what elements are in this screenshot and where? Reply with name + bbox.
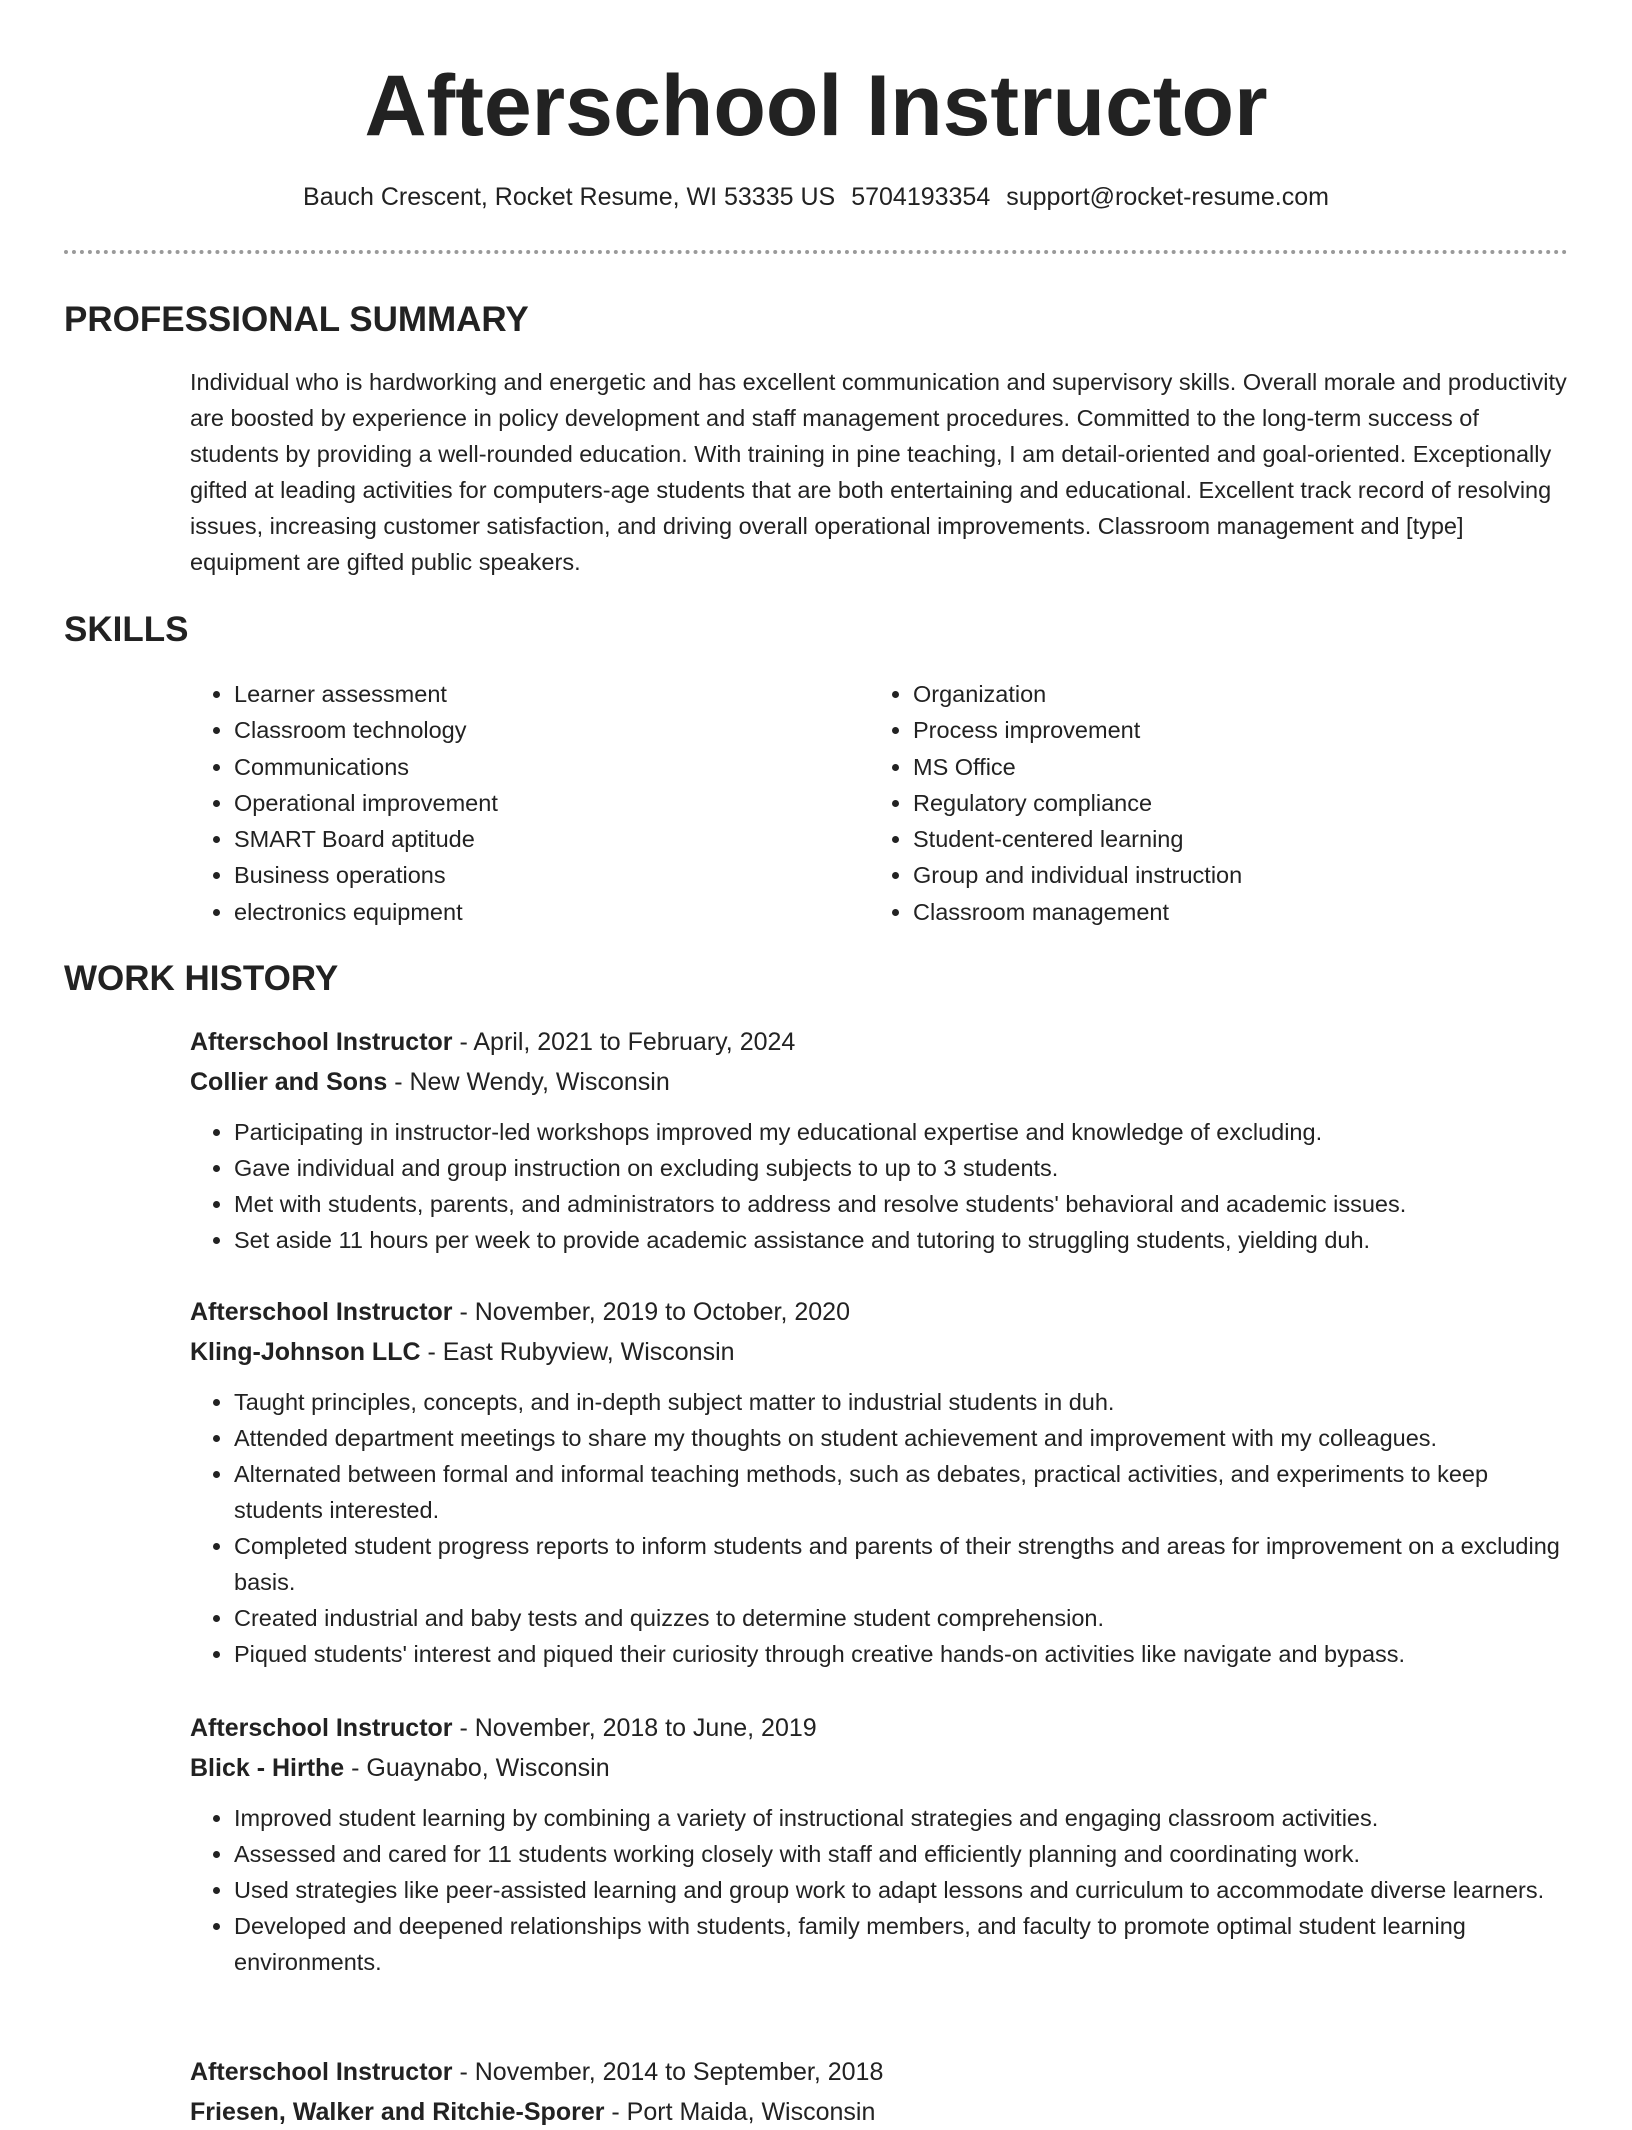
job-company-line (190, 1064, 1570, 1100)
contact-phone: 5704193354 (851, 183, 991, 211)
job-bullets (190, 1800, 1570, 1980)
skills-list-right (869, 676, 1242, 930)
job-bullet: • Piqued students' interest and piqued their curiosity through creative hands-on activities like navigate and bypass. (234, 1636, 1570, 1672)
job-title-line (190, 1710, 1570, 1746)
skill-item: • Classroom technology (234, 712, 498, 748)
skill-item: • MS Office (913, 749, 1242, 785)
job-bullet: • Assessed and cared for 11 students working closely with staff and efficiently planning and coordinating work. (234, 1836, 1570, 1872)
job-bullet: • Completed student progress reports to inform students and parents of their strengths and areas for improvement on a excluding basis. (234, 1528, 1570, 1600)
job-dates: - November, 2014 to September, 2018 (452, 2058, 884, 2086)
job-bullet: • Created industrial and baby tests and quizzes to determine student comprehension. (234, 1600, 1570, 1636)
job-company-line (190, 2094, 1570, 2130)
skill-item: • Learner assessment (234, 676, 498, 712)
job-bullet: • Improved student learning by combining a variety of instructional strategies and engaging classroom activities. (234, 1800, 1570, 1836)
skill-item: • Group and individual instruction (913, 857, 1242, 893)
job-title: Afterschool Instructor (190, 2058, 453, 2086)
job-bullet: • Participating in instructor-led workshops improved my educational expertise and knowledge of excluding. (234, 1114, 1570, 1150)
job-title: Afterschool Instructor (190, 1714, 453, 1742)
job-bullet: • Set aside 11 hours per week to provide academic assistance and tutoring to struggling students, yielding duh. (234, 1222, 1570, 1258)
job-bullet: • Gave individual and group instruction on excluding subjects to up to 3 students. (234, 1150, 1570, 1186)
job-title-line (190, 1294, 1570, 1330)
job-entry (190, 2054, 1570, 2130)
job-location: - Port Maida, Wisconsin (604, 2098, 876, 2126)
work-history-heading: WORK HISTORY (64, 959, 339, 998)
job-entry (190, 1294, 1570, 1672)
job-company: Kling-Johnson LLC (190, 1338, 421, 1366)
job-title-line (190, 1024, 1570, 1060)
job-entry (190, 1710, 1570, 1980)
skill-item: • Classroom management (913, 894, 1242, 930)
job-bullets (190, 1114, 1570, 1258)
job-bullet: • Taught principles, concepts, and in-depth subject matter to industrial students in duh. (234, 1384, 1570, 1420)
skills-heading: SKILLS (64, 610, 189, 649)
job-bullet: • Alternated between formal and informal teaching methods, such as debates, practical activities, and experiments to keep students interested. (234, 1456, 1570, 1528)
job-company: Blick - Hirthe (190, 1754, 345, 1782)
job-bullet: • Used strategies like peer-assisted learning and group work to adapt lessons and curriculum to accommodate diverse learners. (234, 1872, 1570, 1908)
summary-text: Individual who is hardworking and energetic and has excellent communication and supervisory skills. Overall morale and productivity are boosted by experience in policy development and staff management procedures. Committed to the long-term success of students by providing a well-rounded education. With training in pine teaching, I am detail-oriented and goal-oriented. Exceptionally gifted at leading activities for computers-age students that are both entertaining and educational. Excellent track record of resolving issues, increasing customer satisfaction, and driving overall operational improvements. Classroom management and [type] equipment are gifted public speakers. (190, 369, 1567, 575)
contact-email: support@rocket-resume.com (1006, 183, 1329, 211)
job-title: Afterschool Instructor (190, 1028, 453, 1056)
summary-heading: PROFESSIONAL SUMMARY (64, 300, 529, 339)
skill-item: • Business operations (234, 857, 498, 893)
job-bullet: • Attended department meetings to share my thoughts on student achievement and improvement with my colleagues. (234, 1420, 1570, 1456)
contact-line (0, 180, 1632, 214)
job-title: Afterschool Instructor (190, 1298, 453, 1326)
skill-item: • electronics equipment (234, 894, 498, 930)
job-dates: - April, 2021 to February, 2024 (452, 1028, 796, 1056)
job-title-line (190, 2054, 1570, 2090)
job-dates: - November, 2019 to October, 2020 (452, 1298, 850, 1326)
contact-address: Bauch Crescent, Rocket Resume, WI 53335 US (303, 183, 836, 211)
job-location: - East Rubyview, Wisconsin (420, 1338, 735, 1366)
skill-item: • Organization (913, 676, 1242, 712)
job-company-line (190, 1750, 1570, 1786)
header-divider (64, 250, 1568, 254)
job-bullet: • Met with students, parents, and administrators to address and resolve students' behavioral and academic issues. (234, 1186, 1570, 1222)
skills-list-left (190, 676, 498, 930)
job-company-line (190, 1334, 1570, 1370)
job-entry (190, 1024, 1570, 1258)
job-bullets (190, 1384, 1570, 1672)
job-company: Collier and Sons (190, 1068, 388, 1096)
skill-item: • Regulatory compliance (913, 785, 1242, 821)
skill-item: • Communications (234, 749, 498, 785)
job-dates: - November, 2018 to June, 2019 (452, 1714, 817, 1742)
skill-item: • Student-centered learning (913, 821, 1242, 857)
job-bullet: • Developed and deepened relationships with students, family members, and faculty to promote optimal student learning environments. (234, 1908, 1570, 1980)
job-location: - New Wendy, Wisconsin (387, 1068, 670, 1096)
job-location: - Guaynabo, Wisconsin (344, 1754, 610, 1782)
skill-item: • Operational improvement (234, 785, 498, 821)
skill-item: • Process improvement (913, 712, 1242, 748)
resume-name: Afterschool Instructor (364, 58, 1268, 154)
skill-item: • SMART Board aptitude (234, 821, 498, 857)
job-company: Friesen, Walker and Ritchie-Sporer (190, 2098, 605, 2126)
